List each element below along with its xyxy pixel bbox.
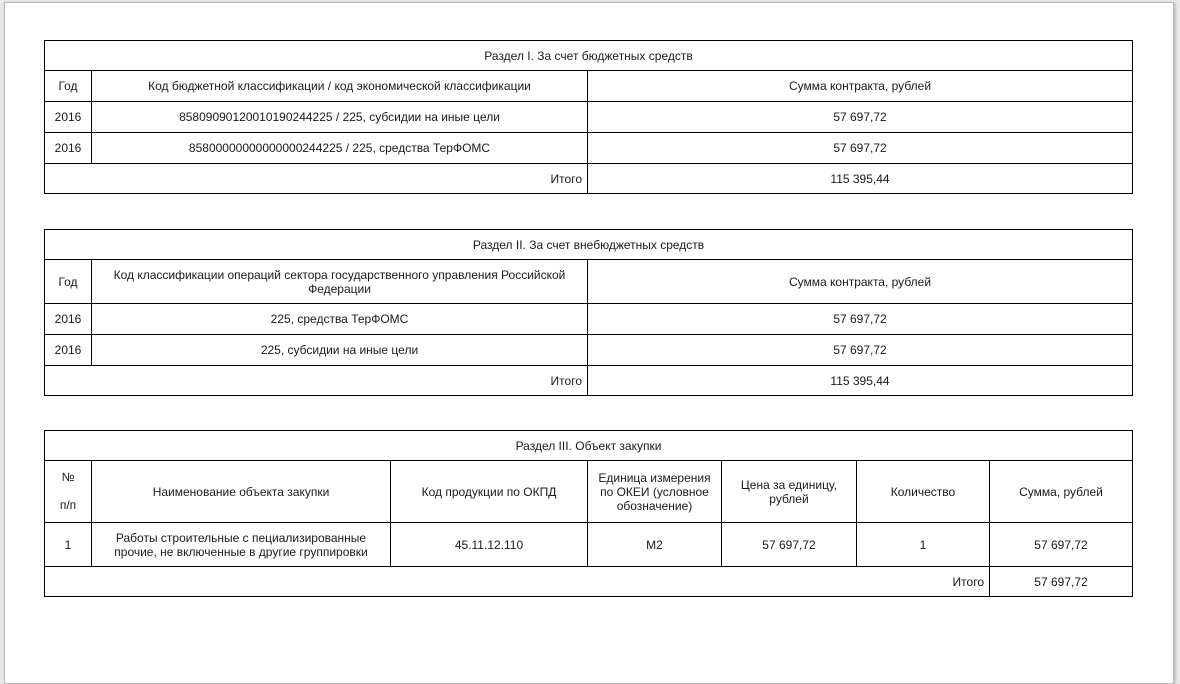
section2-row-year: 2016 [45, 304, 92, 335]
section2-title: Раздел II. За счет внебюджетных средств [45, 230, 1133, 260]
section2-row-code: 225, средства ТерФОМС [92, 304, 588, 335]
section3-header-sum: Сумма, рублей [990, 461, 1133, 523]
section1-row-code: 85809090120010190244225 / 225, субсидии на иные цели [92, 102, 588, 133]
section3-row-unit: М2 [588, 523, 722, 567]
section1-row-sum: 57 697,72 [588, 102, 1133, 133]
section2-total-label: Итого [45, 366, 588, 396]
section3-header-name: Наименование объекта закупки [92, 461, 391, 523]
section3-total-value: 57 697,72 [990, 567, 1133, 597]
section1-total-label: Итого [45, 164, 588, 194]
section3-header-num-top: № [61, 469, 75, 484]
section1-table [44, 40, 1133, 194]
section3-title: Раздел III. Объект закупки [45, 431, 1133, 461]
section2-header-code: Код классификации операций сектора государственного управления Российской Федерации [92, 260, 588, 304]
section3-total-label: Итого [45, 567, 990, 597]
section3-row-sum: 57 697,72 [990, 523, 1133, 567]
section3-row-okpd: 45.11.12.110 [391, 523, 588, 567]
section3-header-price: Цена за единицу, рублей [722, 461, 857, 523]
section3-header-num-bottom: п/п [59, 497, 77, 512]
section3-header-okpd: Код продукции по ОКПД [391, 461, 588, 523]
table-row [45, 523, 1133, 567]
section3-row-qty: 1 [857, 523, 990, 567]
section2-table [44, 229, 1133, 396]
section2-total-value: 115 395,44 [588, 366, 1133, 396]
section2-row-sum: 57 697,72 [588, 335, 1133, 366]
section1-header-year: Год [45, 71, 92, 102]
section1-header-code: Код бюджетной классификации / код экономической классификации [92, 71, 588, 102]
table-row [45, 335, 1133, 366]
section1-row-year: 2016 [45, 133, 92, 164]
section1-header-sum: Сумма контракта, рублей [588, 71, 1133, 102]
table-row [45, 102, 1133, 133]
section2-row-year: 2016 [45, 335, 92, 366]
section1-title: Раздел I. За счет бюджетных средств [45, 41, 1133, 71]
section3-row-name: Работы строительные с пециализированные прочие, не включенные в другие группировки [92, 523, 391, 567]
section1-row-code: 85800000000000000244225 / 225, средства ТерФОМС [92, 133, 588, 164]
section1-row-sum: 57 697,72 [588, 133, 1133, 164]
table-row [45, 133, 1133, 164]
section3-header-unit: Единица измерения по ОКЕИ (условное обозначение) [588, 461, 722, 523]
section1-total-value: 115 395,44 [588, 164, 1133, 194]
section3-row-num: 1 [45, 523, 92, 567]
section3-table [44, 430, 1133, 597]
table-row [45, 304, 1133, 335]
section1-row-year: 2016 [45, 102, 92, 133]
section3-header-qty: Количество [857, 461, 990, 523]
section3-header-num [45, 461, 92, 523]
section3-row-price: 57 697,72 [722, 523, 857, 567]
section2-header-year: Год [45, 260, 92, 304]
document-page [4, 2, 1174, 684]
section2-row-sum: 57 697,72 [588, 304, 1133, 335]
section2-header-sum: Сумма контракта, рублей [588, 260, 1133, 304]
section2-row-code: 225, субсидии на иные цели [92, 335, 588, 366]
